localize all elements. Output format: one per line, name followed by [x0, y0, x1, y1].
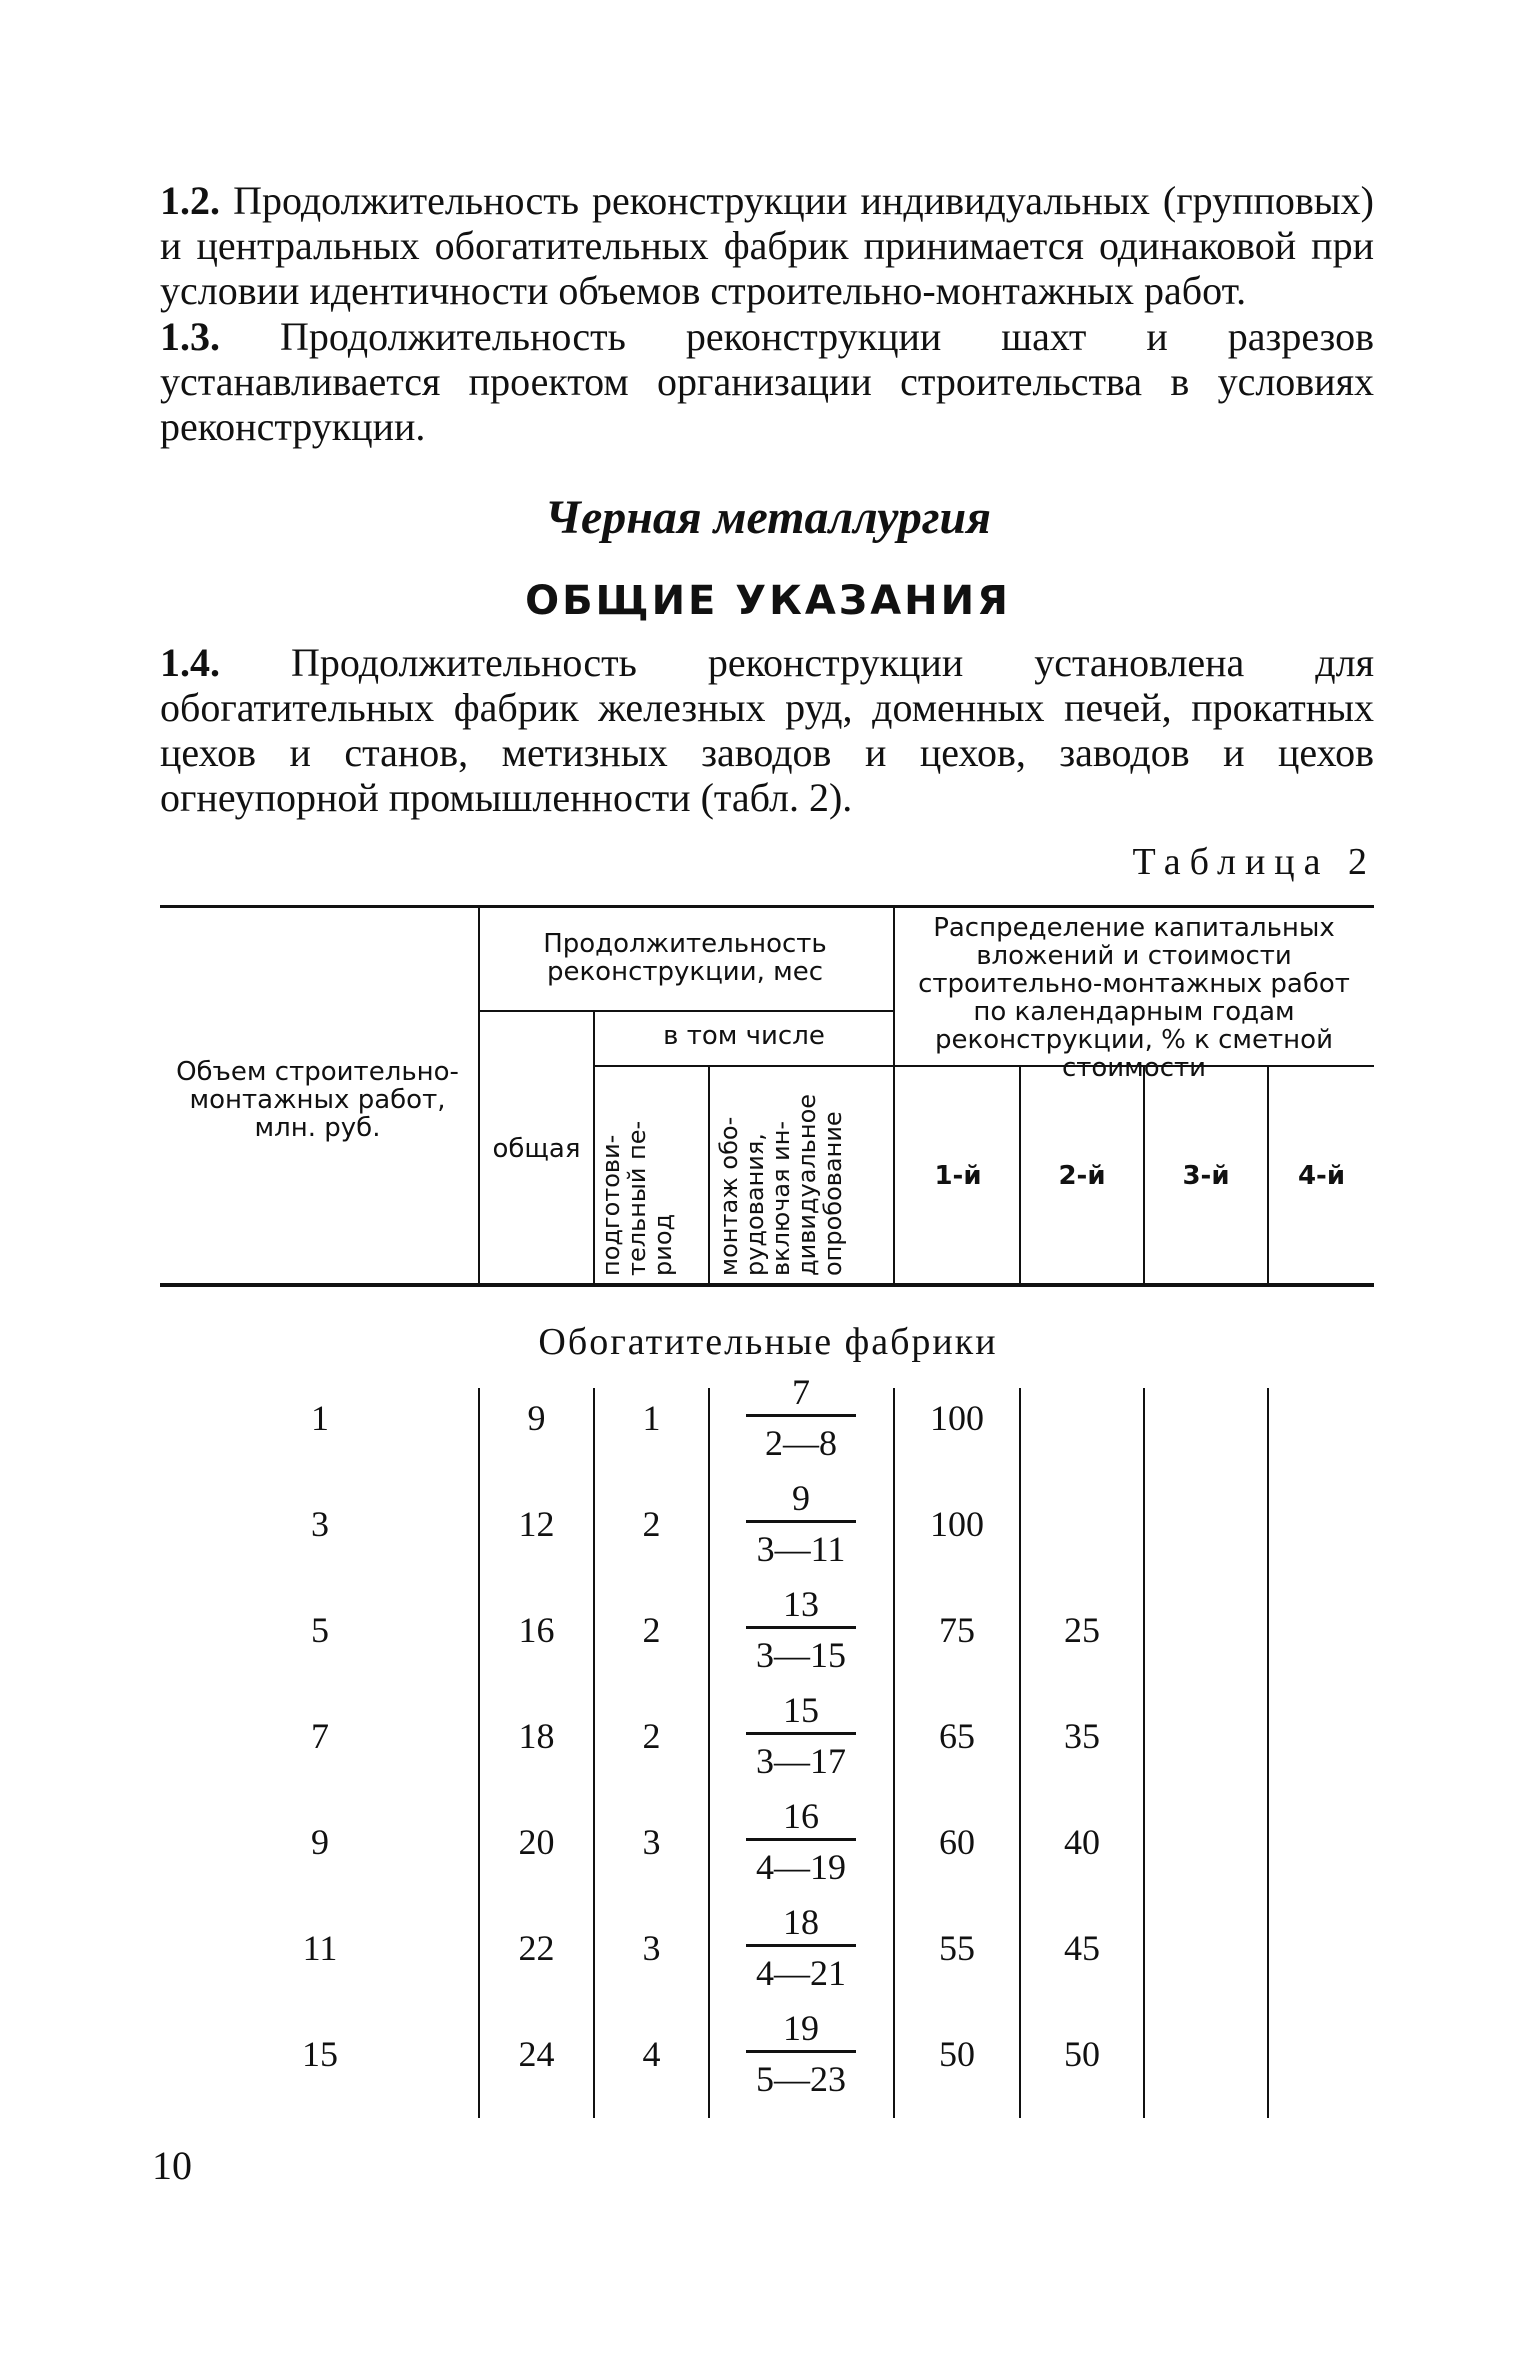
cell-year-2: 50: [1064, 2034, 1100, 2074]
cell-prep: 2: [642, 1504, 661, 1544]
page-number: 10: [152, 2143, 192, 2188]
fraction-bar: [746, 1520, 856, 1523]
header-divider: [893, 905, 895, 1283]
table-top-rule: [160, 905, 1374, 908]
cell-volume: 3: [311, 1504, 329, 1544]
header-including: в том числе: [663, 1021, 825, 1051]
cell-installation: [746, 2008, 856, 2099]
cell-installation: [746, 1584, 856, 1675]
cell-volume: 7: [311, 1716, 329, 1756]
installation-total: 15: [783, 1690, 819, 1730]
cell-installation: [746, 1690, 856, 1781]
header-divider: [708, 1065, 710, 1283]
header-year-2: 2-й: [1058, 1161, 1106, 1191]
group-title: Обогатительные фабрики: [538, 1321, 998, 1363]
installation-total: 18: [783, 1902, 819, 1942]
cell-year-2: 25: [1064, 1610, 1100, 1650]
cell-total: 20: [518, 1822, 555, 1862]
installation-range: 5—23: [756, 2059, 846, 2099]
cell-total: 9: [527, 1398, 546, 1438]
installation-range: 3—11: [756, 1529, 846, 1569]
installation-total: 19: [783, 2008, 819, 2048]
cell-year-1: 100: [930, 1504, 984, 1544]
cell-prep: 2: [642, 1716, 661, 1756]
paragraph-1-2: [160, 178, 1374, 313]
cell-volume: 9: [311, 1822, 329, 1862]
header-year-4: 4-й: [1297, 1161, 1346, 1191]
cell-volume: 11: [302, 1928, 338, 1968]
header-preparatory: подготови-тельный пе-риод: [597, 1120, 677, 1276]
paragraph-number: 1.3.: [160, 314, 220, 359]
cell-year-2: 40: [1064, 1822, 1100, 1862]
installation-total: 16: [783, 1796, 819, 1836]
paragraph-text: Продолжительность реконструкции установлена для обогатительных фабрик железных руд, доменных печей, прокатных цехов и станов, метизных заводов и цехов, заводов и цехов огнеупорной промышленности (табл. 2).: [160, 640, 1374, 820]
cell-total: 24: [518, 2034, 555, 2074]
paragraph-1-4: [160, 640, 1374, 820]
header-installation: монтаж обо-рудования, включая ин-дивидуальное опробование: [715, 1093, 847, 1276]
cell-prep: 1: [642, 1398, 661, 1438]
header-divider: [593, 1065, 893, 1067]
header-distribution: Распределение капитальных вложений и стоимости строительно-монтажных работ по календарным годам реконструкции, % к сметной стоимости: [918, 913, 1350, 1083]
installation-total: 13: [783, 1584, 819, 1624]
paragraph-text: Продолжительность реконструкции индивидуальных (групповых) и центральных обогатительных фабрик принимается одинаковой при условии идентичности объемов строительно-монтажных работ.: [160, 178, 1374, 313]
installation-range: 4—21: [756, 1953, 846, 1993]
paragraph-1-3: [160, 314, 1374, 449]
cell-total: 16: [518, 1610, 555, 1650]
header-divider: [478, 1010, 893, 1012]
cell-year-1: 60: [939, 1822, 975, 1862]
cell-prep: 3: [642, 1822, 661, 1862]
header-divider: [593, 1010, 595, 1283]
header-total: общая: [492, 1134, 581, 1164]
fraction-bar: [746, 1414, 856, 1417]
fraction-bar: [746, 2050, 856, 2053]
installation-total: 9: [792, 1478, 810, 1518]
cell-year-1: 65: [939, 1716, 975, 1756]
cell-year-2: 45: [1064, 1928, 1100, 1968]
fraction-bar: [746, 1944, 856, 1947]
section-heading: Черная металлургия: [545, 491, 991, 544]
table-header-bottom-rule: [160, 1283, 1374, 1287]
subsection-heading: ОБЩИЕ УКАЗАНИЯ: [525, 578, 1011, 624]
header-divider: [478, 905, 480, 1283]
cell-year-2: 35: [1064, 1716, 1100, 1756]
cell-total: 22: [518, 1928, 555, 1968]
paragraph-number: 1.4.: [160, 640, 220, 685]
header-year-1: 1-й: [934, 1161, 982, 1191]
installation-total: 7: [792, 1372, 810, 1412]
header-volume: Объем строительно-монтажных работ, млн. руб.: [176, 1057, 459, 1143]
paragraph-text: Продолжительность реконструкции шахт и разрезов устанавливается проектом организации строительства в условиях реконструкции.: [160, 314, 1375, 449]
body-divider: [708, 1388, 710, 2118]
paragraph-number: 1.2.: [160, 178, 220, 223]
header-year-3: 3-й: [1182, 1161, 1230, 1191]
cell-total: 12: [518, 1504, 555, 1544]
cell-installation: [746, 1796, 856, 1887]
body-divider: [1267, 1388, 1269, 2118]
cell-year-1: 55: [939, 1928, 975, 1968]
installation-range: 4—19: [756, 1847, 846, 1887]
cell-prep: 4: [642, 2034, 661, 2074]
cell-prep: 3: [642, 1928, 661, 1968]
cell-installation: [746, 1372, 856, 1463]
fraction-bar: [746, 1626, 856, 1629]
table-caption: Таблица 2: [1132, 841, 1376, 883]
cell-volume: 5: [311, 1610, 329, 1650]
header-duration: Продолжительность реконструкции, мес: [543, 929, 827, 987]
cell-total: 18: [518, 1716, 555, 1756]
cell-year-1: 100: [930, 1398, 984, 1438]
cell-year-1: 50: [939, 2034, 975, 2074]
installation-range: 2—8: [765, 1423, 837, 1463]
installation-range: 3—17: [756, 1741, 846, 1781]
body-divider: [1143, 1388, 1145, 2118]
fraction-bar: [746, 1838, 856, 1841]
installation-range: 3—15: [756, 1635, 846, 1675]
cell-volume: 1: [311, 1398, 329, 1438]
cell-installation: [746, 1478, 856, 1569]
cell-installation: [746, 1902, 856, 1993]
cell-volume: 15: [302, 2034, 338, 2074]
cell-prep: 2: [642, 1610, 661, 1650]
cell-year-1: 75: [939, 1610, 975, 1650]
fraction-bar: [746, 1732, 856, 1735]
